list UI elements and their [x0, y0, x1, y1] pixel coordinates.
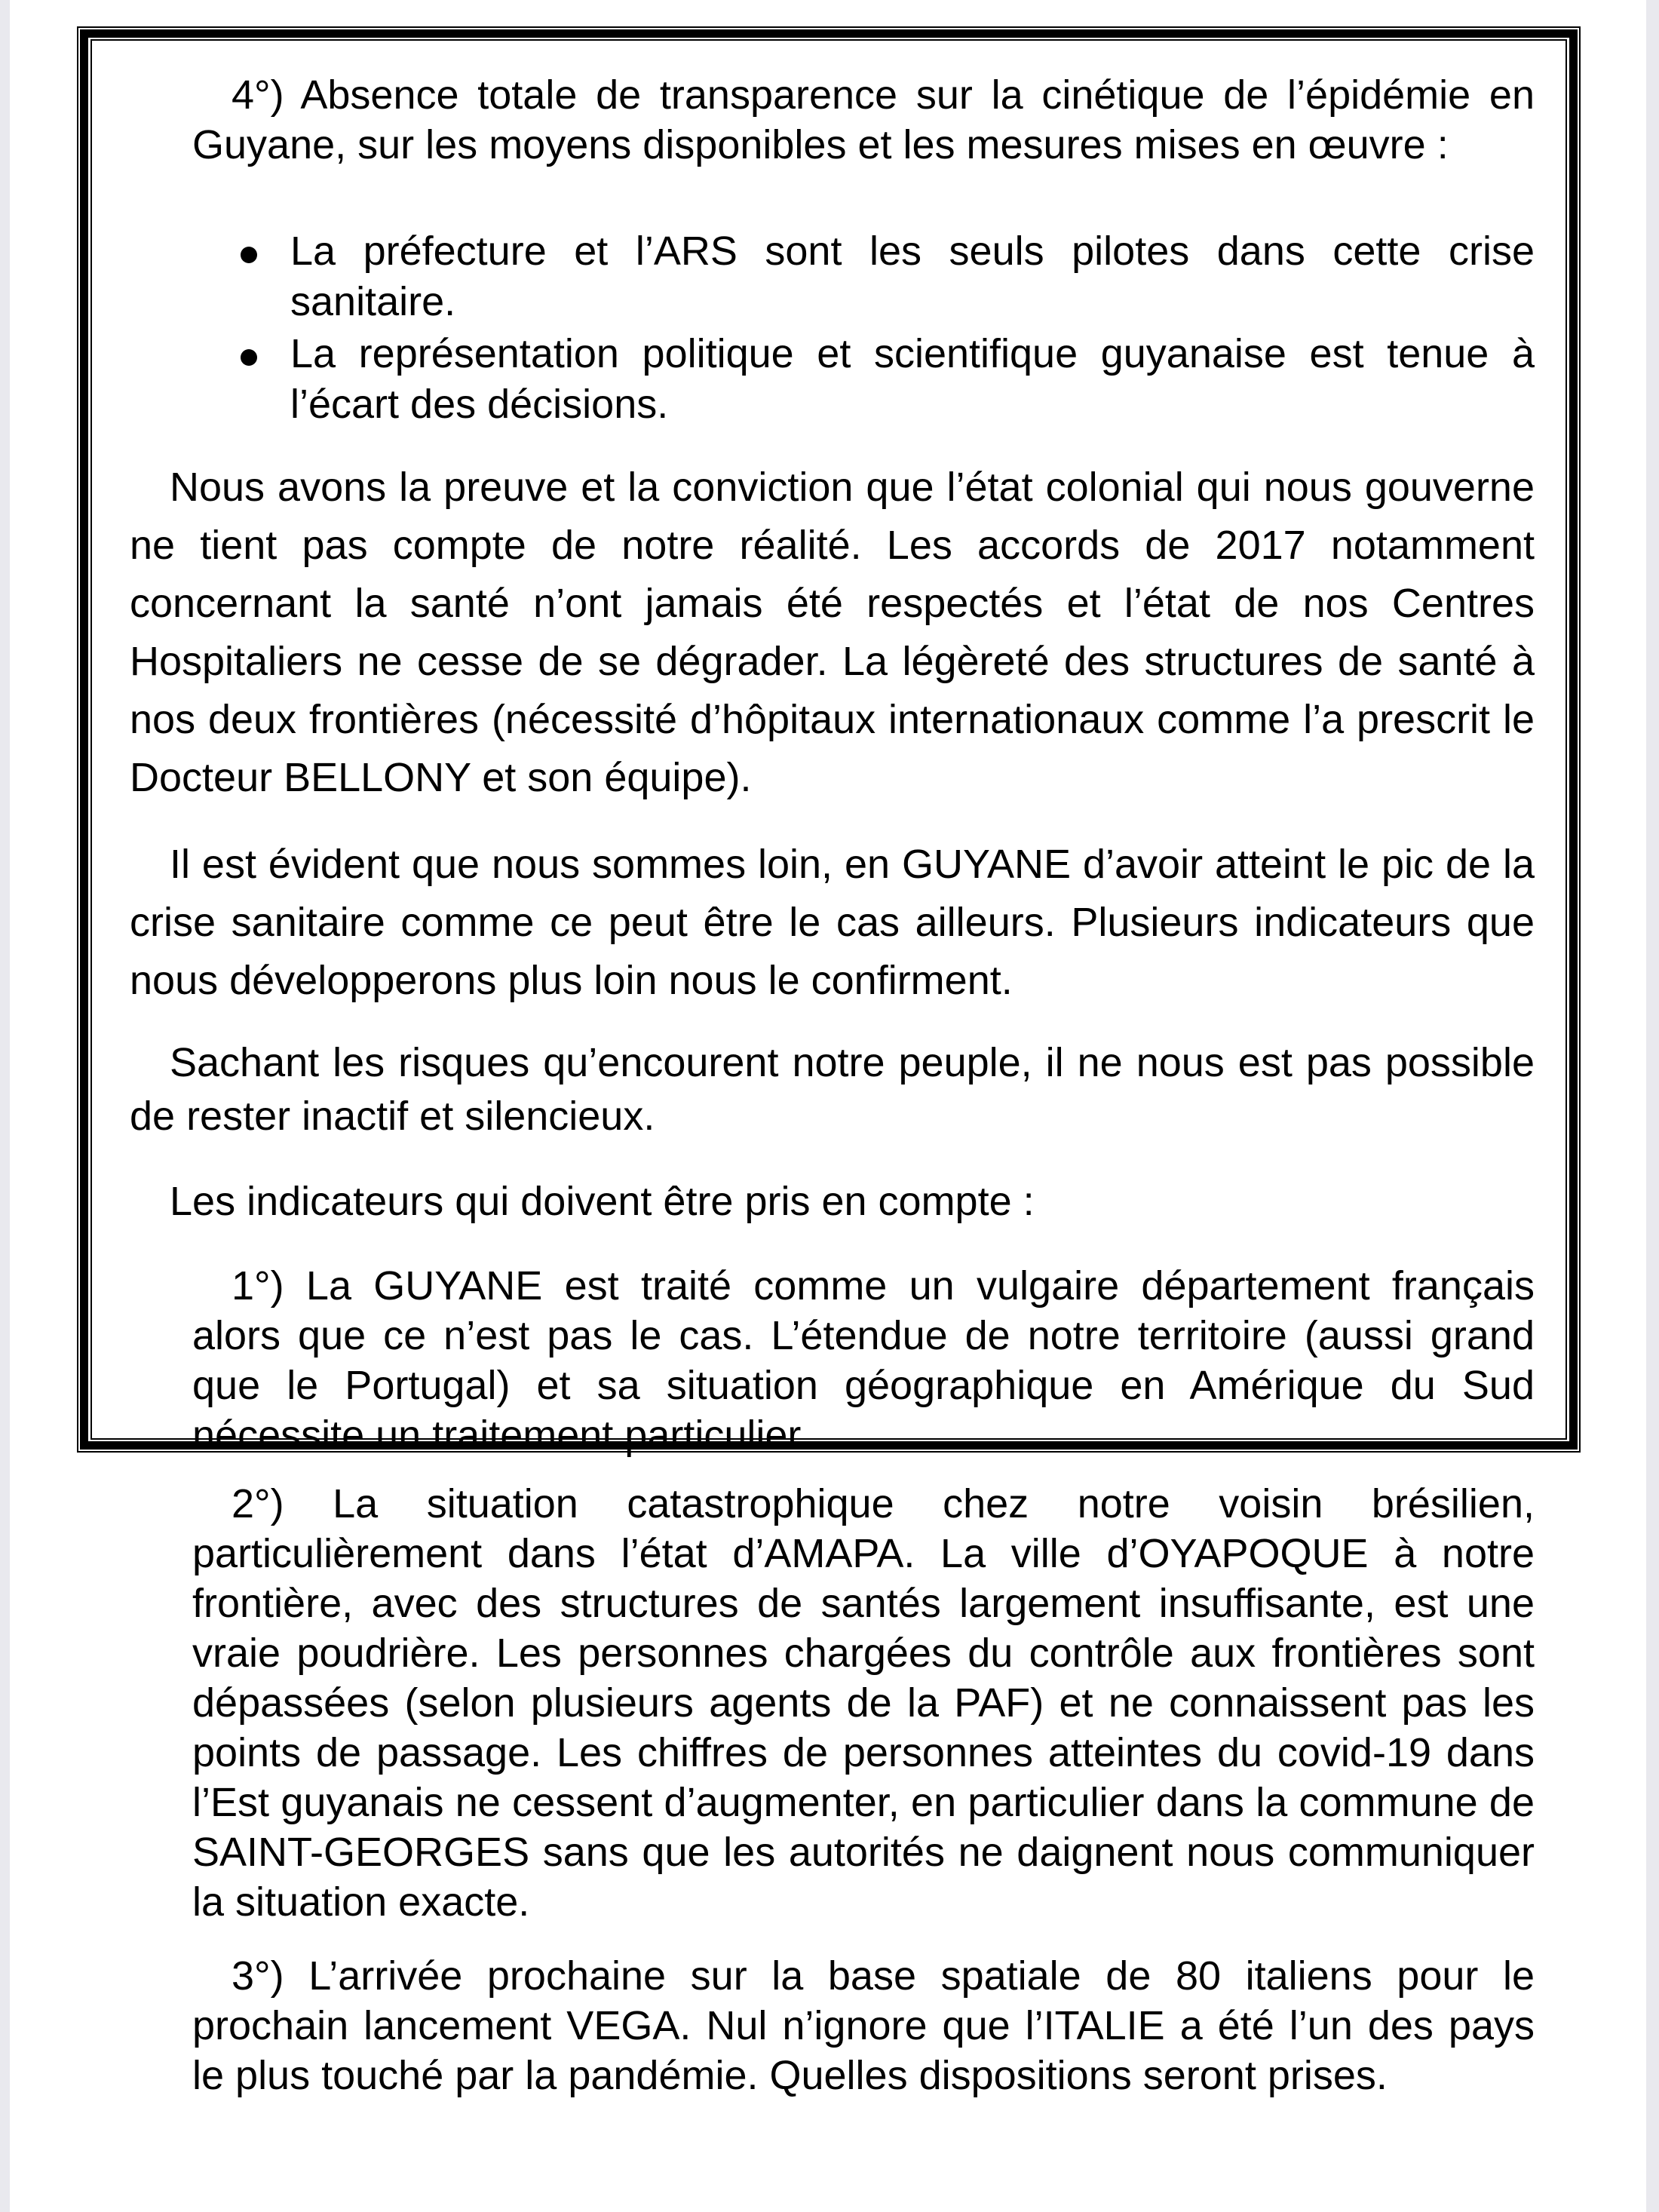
indicator-item: 2°) La situation catastrophique chez notre voisin brésilien, particulièrement dans l’état d’AMAPA. La ville d’OYAPOQUE à notre frontière, avec des structures de santés largement insuffisante, est une vraie poudrière. Les personnes chargées du contrôle aux frontières sont dépassées (selon plusieurs agents de la PAF) et ne connaissent pas les points de passage. Les chiffres de personnes atteintes du covid-19 dans l’Est guyanais ne cessent d’augmenter, en particulier dans la commune de SAINT-GEORGES sans que les autorités ne daignent nous communiquer la situation exacte.	[192, 1481, 1535, 1925]
paragraph-crisis-peak: Il est évident que nous sommes loin, en GUYANE d’avoir atteint le pic de la crise sanitaire comme ce peut être le cas ailleurs. Plusieurs indicateurs que nous développerons plus loin nous le confirment.	[130, 842, 1535, 1003]
bullet-item: La préfecture et l’ARS sont les seuls pilotes dans cette crise sanitaire.	[290, 229, 1535, 324]
viewer-right-edge	[1646, 0, 1659, 2212]
bullet-icon	[241, 349, 257, 366]
bullet-item: La représentation politique et scientifique guyanaise est tenue à l’écart des décisions.	[290, 331, 1535, 427]
indicator-item: 3°) L’arrivée prochaine sur la base spatiale de 80 italiens pour le prochain lancement VEGA. Nul n’ignore que l’ITALIE a été l’un des pays le plus touché par la pandémie. Quelles dispositions seront prises.	[192, 1953, 1535, 2098]
viewer-left-edge	[0, 0, 10, 2212]
paragraph-colonial-state: Nous avons la preuve et la conviction que l’état colonial qui nous gouverne ne tient pas compte de notre réalité. Les accords de 2017 notamment concernant la santé n’ont jamais été respectés et l’état de nos Centres Hospitaliers ne cesse de se dégrader. La légèreté des structures de santé à nos deux frontières (nécessité d’hôpitaux internationaux comme l’a prescrit le Docteur BELLONY et son équipe).	[130, 465, 1535, 800]
bullet-icon	[241, 247, 257, 263]
paragraph-risks: Sachant les risques qu’encourent notre peuple, il ne nous est pas possible de rester inactif et silencieux.	[130, 1040, 1535, 1139]
indicator-item: 1°) La GUYANE est traité comme un vulgaire département français alors que ce n’est pas le cas. L’étendue de notre territoire (aussi grand que le Portugal) et sa situation géographique en Amérique du Sud nécessite un traitement particulier.	[192, 1263, 1535, 1458]
indicators-heading: Les indicateurs qui doivent être pris en compte :	[170, 1179, 1035, 1224]
item-4-heading: 4°) Absence totale de transparence sur la cinétique de l’épidémie en Guyane, sur les moyens disponibles et les mesures mises en œuvre :	[192, 72, 1535, 167]
